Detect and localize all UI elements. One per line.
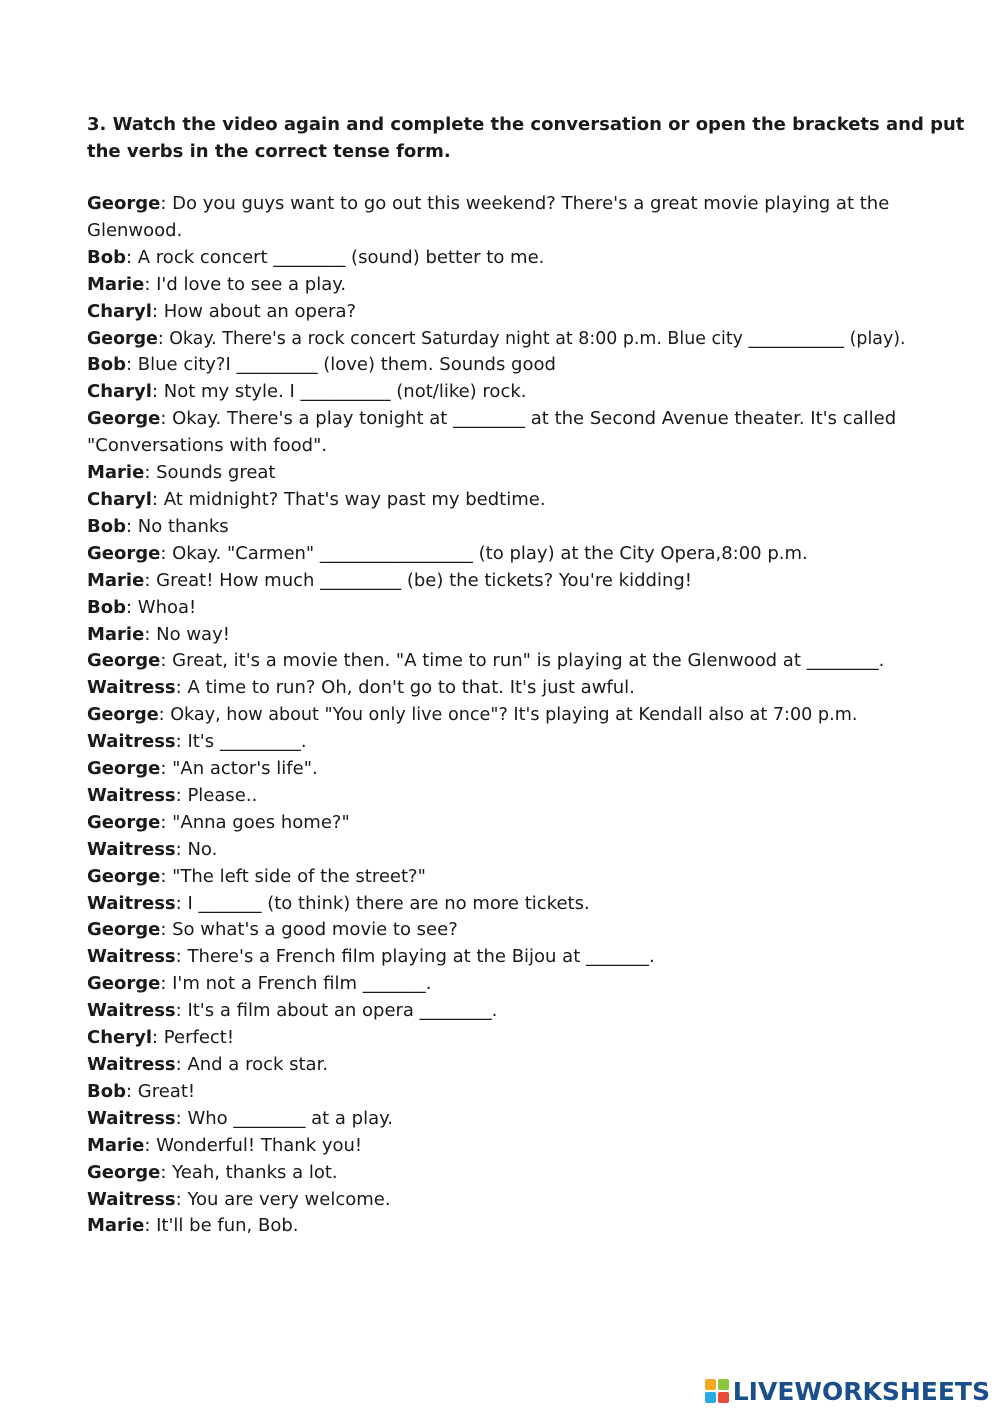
line-text: : Great, it's a movie then. "A time to run" is playing at the Glenwood at ________.: [160, 650, 885, 672]
dialogue-line: [87, 272, 967, 299]
line-text: : "The left side of the street?": [160, 865, 426, 887]
speaker-name: Waitress: [87, 1188, 176, 1210]
line-text: : "An actor's life".: [160, 758, 318, 780]
dialogue-line: [87, 702, 967, 729]
dialogue-line: [87, 245, 967, 272]
dialogue-line: [87, 756, 967, 783]
dialogue-line: [87, 379, 967, 406]
speaker-name: Charyl: [87, 381, 152, 403]
speaker-name: Waitress: [87, 1054, 176, 1075]
line-text: : At midnight? That's way past my bedtime.: [151, 488, 546, 510]
dialogue-line: [87, 514, 967, 541]
line-text: : I'd love to see a play.: [144, 273, 347, 295]
dialogue-line: [87, 622, 967, 649]
line-text: : And a rock star.: [175, 1054, 329, 1075]
line-text: : Blue city?I _________ (love) them. Sounds good: [125, 354, 556, 376]
dialogue-line: [87, 326, 967, 353]
speaker-name: Marie: [87, 623, 145, 645]
speaker-name: George: [87, 758, 161, 780]
line-text: : Okay. "Carmen" _________________ (to play) at the City Opera,8:00 p.m.: [160, 542, 808, 564]
line-text: : It'll be fun, Bob.: [144, 1215, 299, 1237]
dialogue-line: [87, 1187, 967, 1214]
line-text: : Okay, how about "You only live once"? It's playing at Kendall also at 7:00 p.m.: [158, 705, 858, 726]
line-text: : Do you guys want to go out this weekend? There's a great movie playing at the Glenwood.: [87, 193, 890, 241]
dialogue-line: [87, 837, 967, 864]
speaker-name: Bob: [87, 1080, 126, 1102]
line-text: : Okay. There's a rock concert Saturday night at 8:00 p.m. Blue city ___________ (play).: [157, 328, 906, 349]
speaker-name: George: [87, 650, 161, 672]
dialogue-line: [87, 971, 967, 998]
speaker-name: George: [87, 705, 159, 726]
dialogue-line: [87, 1052, 967, 1079]
speaker-name: Bob: [87, 246, 126, 268]
dialogue-line: [87, 1025, 967, 1052]
line-text: : Wonderful! Thank you!: [144, 1134, 363, 1156]
dialogue-line: [87, 810, 967, 837]
line-text: : Who ________ at a play.: [175, 1107, 393, 1129]
dialogue-line: [87, 595, 967, 622]
speaker-name: Marie: [87, 1215, 145, 1237]
speaker-name: Charyl: [87, 300, 152, 322]
dialogue-line: [87, 675, 967, 702]
speaker-name: Bob: [87, 354, 126, 376]
line-text: : So what's a good movie to see?: [160, 919, 458, 941]
line-text: : How about an opera?: [151, 300, 357, 322]
speaker-name: Waitress: [87, 1000, 176, 1022]
line-text: : No way!: [144, 623, 230, 645]
dialogue-line: [87, 299, 967, 326]
line-text: : You are very welcome.: [175, 1188, 391, 1210]
speaker-name: Bob: [87, 515, 126, 537]
speaker-name: Waitress: [87, 838, 176, 860]
line-text: : Great! How much _________ (be) the tickets? You're kidding!: [144, 569, 693, 591]
dialogue-line: [87, 944, 967, 971]
dialogue-line: [87, 1213, 967, 1240]
line-text: : A rock concert ________ (sound) better to me.: [125, 246, 545, 268]
line-text: : Whoa!: [125, 596, 197, 618]
speaker-name: George: [87, 811, 161, 833]
dialogue-line: [87, 864, 967, 891]
line-text: : "Anna goes home?": [160, 811, 350, 833]
line-text: : It's _________.: [175, 731, 307, 753]
speaker-name: Marie: [87, 569, 145, 591]
logo-squares-icon: [705, 1379, 729, 1403]
speaker-name: George: [87, 542, 161, 564]
line-text: : It's a film about an opera ________.: [175, 1000, 498, 1022]
dialogue-line: [87, 1079, 967, 1106]
dialogue-line: [87, 1106, 967, 1133]
speaker-name: Waitress: [87, 784, 176, 806]
dialogue-line: [87, 998, 967, 1025]
line-text: : Great!: [125, 1080, 196, 1102]
dialogue-line: [87, 460, 967, 487]
dialogue-line: [87, 917, 967, 944]
dialogue-line: [87, 352, 967, 379]
speaker-name: Waitress: [87, 892, 176, 914]
dialogue-line: [87, 783, 967, 810]
dialogue-line: [87, 648, 967, 675]
line-text: : A time to run? Oh, don't go to that. It's just awful.: [175, 677, 635, 699]
speaker-name: Waitress: [87, 1107, 176, 1129]
line-text: : Sounds great: [144, 462, 276, 484]
speaker-name: Waitress: [87, 677, 176, 699]
line-text: : I _______ (to think) there are no more tickets.: [175, 892, 590, 914]
line-text: : No thanks: [125, 515, 229, 537]
speaker-name: Marie: [87, 1134, 145, 1156]
speaker-name: Marie: [87, 462, 145, 484]
dialogue-line: [87, 1133, 967, 1160]
speaker-name: Marie: [87, 273, 145, 295]
liveworksheets-logo[interactable]: [705, 1375, 990, 1407]
dialogue-list: [87, 191, 967, 1240]
dialogue-line: [87, 891, 967, 918]
speaker-name: Cheryl: [87, 1027, 153, 1049]
speaker-name: Waitress: [87, 946, 176, 968]
speaker-name: George: [87, 973, 161, 995]
speaker-name: Bob: [87, 596, 126, 618]
speaker-name: George: [87, 1161, 161, 1183]
speaker-name: George: [87, 328, 158, 349]
line-text: : I'm not a French film _______.: [160, 973, 432, 995]
dialogue-line: [87, 729, 967, 756]
line-text: : Not my style. I __________ (not/like) rock.: [151, 381, 527, 403]
logo-text: LIVEWORKSHEETS: [732, 1376, 990, 1406]
dialogue-line: [87, 541, 967, 568]
dialogue-line: [87, 406, 967, 460]
line-text: : Please..: [175, 784, 258, 806]
line-text: : Okay. There's a play tonight at ________ at the Second Avenue theater. It's called "Conversations with food".: [87, 408, 897, 457]
dialogue-line: [87, 568, 967, 595]
speaker-name: George: [87, 919, 161, 941]
speaker-name: George: [87, 865, 161, 887]
line-text: : Yeah, thanks a lot.: [160, 1161, 338, 1183]
speaker-name: Waitress: [87, 731, 176, 753]
speaker-name: George: [87, 408, 161, 430]
speaker-name: George: [87, 193, 161, 214]
dialogue-line: [87, 487, 967, 514]
dialogue-line: [87, 191, 967, 245]
line-text: : There's a French film playing at the Bijou at _______.: [175, 946, 655, 968]
speaker-name: Charyl: [87, 488, 152, 510]
exercise-instruction: 3. Watch the video again and complete the conversation or open the brackets and put the verbs in the correct tense form.: [87, 114, 965, 162]
line-text: : No.: [175, 838, 218, 860]
dialogue-line: [87, 1160, 967, 1187]
line-text: : Perfect!: [152, 1027, 235, 1049]
